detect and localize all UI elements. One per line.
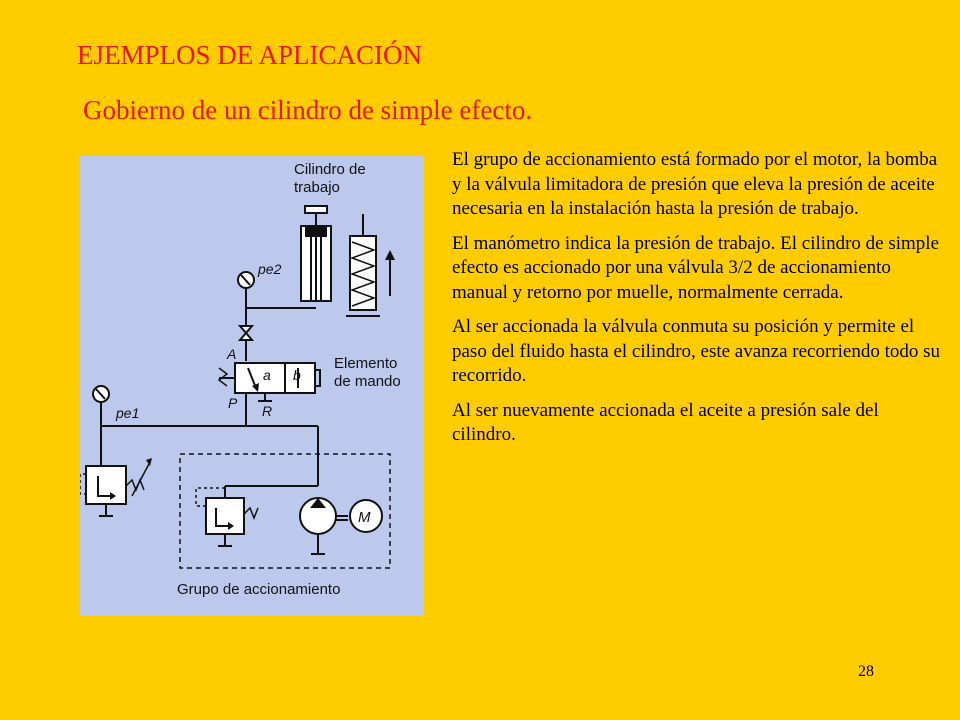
- check-valve-icon: [240, 326, 252, 340]
- paragraph-gauge: El manómetro indica la presión de trabajo. El cilindro de simple efecto es accionado por una válvula 3/2 de accionamiento manual y retorno por muelle, normalmente cerrada.: [452, 232, 939, 303]
- valve-position-b: b: [293, 367, 301, 383]
- spring-cylinder-icon: [346, 214, 395, 316]
- gauge1-label: pe1: [116, 405, 140, 421]
- port-p-label: P: [228, 395, 238, 411]
- control-label-line1: Elemento: [334, 355, 398, 372]
- hydraulic-pump-icon: [300, 498, 348, 554]
- pressure-gauge-1: [93, 386, 109, 402]
- gauge2-label: pe2: [258, 261, 282, 277]
- paragraph-return: Al ser nuevamente accionada el aceite a presión sale del cilindro.: [452, 399, 879, 445]
- slide-heading: EJEMPLOS DE APLICACIÓN: [77, 40, 423, 70]
- port-a-label: A: [227, 346, 237, 362]
- page-number: 28: [858, 663, 874, 680]
- port-r-label: R: [262, 403, 273, 419]
- valve-position-a: a: [263, 367, 271, 383]
- hydraulic-circuit-diagram: [80, 156, 424, 616]
- paragraph-drive-group: El grupo de accionamiento está formado por el motor, la bomba y la válvula limitadora de presión que eleva la presión de aceite necesaria en la instalación hasta la presión de trabajo.: [452, 149, 938, 219]
- paragraph-valve-actuation: Al ser accionada la válvula conmuta su posición y permite el paso del fluido hasta el cilindro, este avanza recorriendo todo su recorrido.: [452, 316, 941, 386]
- drive-group-label: Grupo de accionamiento: [177, 581, 341, 598]
- cylinder-label-line2: trabajo: [294, 179, 340, 196]
- working-cylinder: [301, 206, 331, 301]
- relief-valve-external: [80, 458, 152, 516]
- cylinder-label-line1: Cilindro de: [294, 161, 366, 178]
- motor-label: M: [358, 509, 371, 526]
- control-label-line2: de mando: [334, 373, 401, 390]
- pressure-gauge-2: [238, 272, 254, 288]
- description-text: [452, 148, 942, 458]
- slide-subheading: Gobierno de un cilindro de simple efecto.: [83, 95, 533, 125]
